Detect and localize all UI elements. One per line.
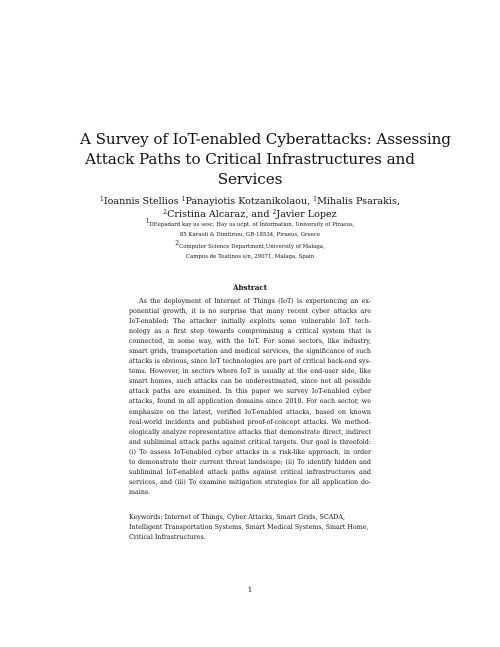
affiliation-mark: 2 bbox=[175, 240, 180, 247]
abstract-line: tems. However, in sectors where IoT is usually at the end-user side, like bbox=[129, 368, 371, 376]
paper-title bbox=[80, 129, 451, 189]
abstract-line: attacks, found in all application domains since 2010. For each sector, we bbox=[129, 398, 371, 406]
abstract-line: ologically analyze representative attacks that demonstrate direct, indirect bbox=[129, 428, 371, 436]
abstract-line: smart grids, transportation and medical services, the significance of such bbox=[129, 348, 371, 356]
abstract-body bbox=[129, 297, 371, 498]
abstract-line: attack paths are examined. In this paper we survey IoT-enabled cyber bbox=[129, 388, 371, 396]
title-line: Services bbox=[217, 170, 283, 188]
abstract-line: As the deployment of Internet of Things (IoT) is experiencing an ex- bbox=[139, 298, 371, 305]
affiliation-line: 85 Karaoli & Dimitriou, GR-18534, Piraeus, Greece bbox=[179, 232, 321, 238]
author-affil-mark: 1 bbox=[181, 196, 186, 203]
author-affil-mark: 1 bbox=[313, 196, 318, 203]
author-affil-mark: 1 bbox=[100, 196, 104, 203]
affiliation-text: Computer Science Department,University of Malaga, bbox=[179, 244, 325, 250]
abstract-line: emphasize on the latest, verified IoT-enabled attacks, based on known bbox=[129, 408, 371, 416]
abstract-line: subliminal IoT-enabled attack paths against critical infrastructures and bbox=[129, 468, 371, 476]
affiliation-text: DEepadard kay us sesc. Hay us ucpt. of Information, University of Piraeus, bbox=[149, 222, 355, 228]
author-line bbox=[60, 195, 440, 208]
abstract-line: services, and (iii) To examine mitigation strategies for all application do- bbox=[129, 478, 371, 486]
title-line: Attack Paths to Critical Infrastructures and bbox=[85, 150, 415, 168]
abstract-line: mains. bbox=[129, 488, 151, 496]
abstract-heading: Abstract bbox=[232, 283, 268, 292]
abstract-line: smart homes, such attacks can be underestimated, since not all possible bbox=[129, 378, 371, 386]
title-line: A Survey of IoT-enabled Cyberattacks: Assessing bbox=[80, 130, 451, 148]
abstract-line: attacks is obvious, since IoT technologies are part of critical back-end sys- bbox=[129, 358, 371, 366]
abstract-line: ponential growth, it is no surprise that many recent cyber attacks are bbox=[129, 308, 371, 316]
keywords-line: Intelligent Transportation Systems, Smart Medical Systems, Smart Home, bbox=[129, 524, 369, 532]
author-list bbox=[60, 195, 440, 221]
keywords-line: Critical Infrastructures. bbox=[129, 534, 206, 542]
author-name: Cristina Alcaraz, and bbox=[167, 209, 273, 220]
author-affil-mark: 2 bbox=[163, 209, 168, 216]
author-name: Ioannis Stellios bbox=[103, 196, 182, 207]
page-number: 1 bbox=[247, 585, 253, 594]
abstract-line: and subliminal attack paths against critical targets. Our goal is threefold: bbox=[129, 438, 371, 446]
abstract-line: nology as a first step towards compromising a critical system that is bbox=[129, 328, 371, 336]
affiliation-mark: 1 bbox=[145, 218, 150, 225]
affiliation-1 bbox=[60, 220, 440, 240]
abstract-line: connected, in some way, with the IoT. For some sectors, like industry, bbox=[129, 338, 371, 346]
abstract-line: to demonstrate their current threat landscape; (ii) To identify hidden and bbox=[129, 458, 371, 466]
author-name: Panayiotis Kotzanikolaou, bbox=[185, 196, 314, 207]
keywords-block bbox=[129, 513, 371, 543]
author-name: Javier Lopez bbox=[276, 209, 337, 220]
abstract-line: IoT-enabled: The attacker initially exploits some vulnerable IoT tech- bbox=[129, 318, 371, 326]
affiliation-line: Campus de Teatinos s/n, 29071, Malaga, Spain bbox=[185, 254, 315, 260]
author-affil-mark: 2 bbox=[272, 209, 277, 216]
abstract-line: (i) To assess IoT-enabled cyber attacks in a risk-like approach, in order bbox=[129, 448, 371, 456]
affiliation-line bbox=[60, 242, 440, 252]
author-name: Mihalis Psarakis, bbox=[317, 196, 400, 207]
affiliation-2 bbox=[60, 242, 440, 262]
affiliation-line bbox=[60, 220, 440, 230]
abstract-line: real-world incidents and published proof-of-concept attacks. We method- bbox=[129, 418, 371, 426]
keywords-line: Keywords: Internet of Things, Cyber Attacks, Smart Grids, SCADA, bbox=[129, 514, 345, 521]
